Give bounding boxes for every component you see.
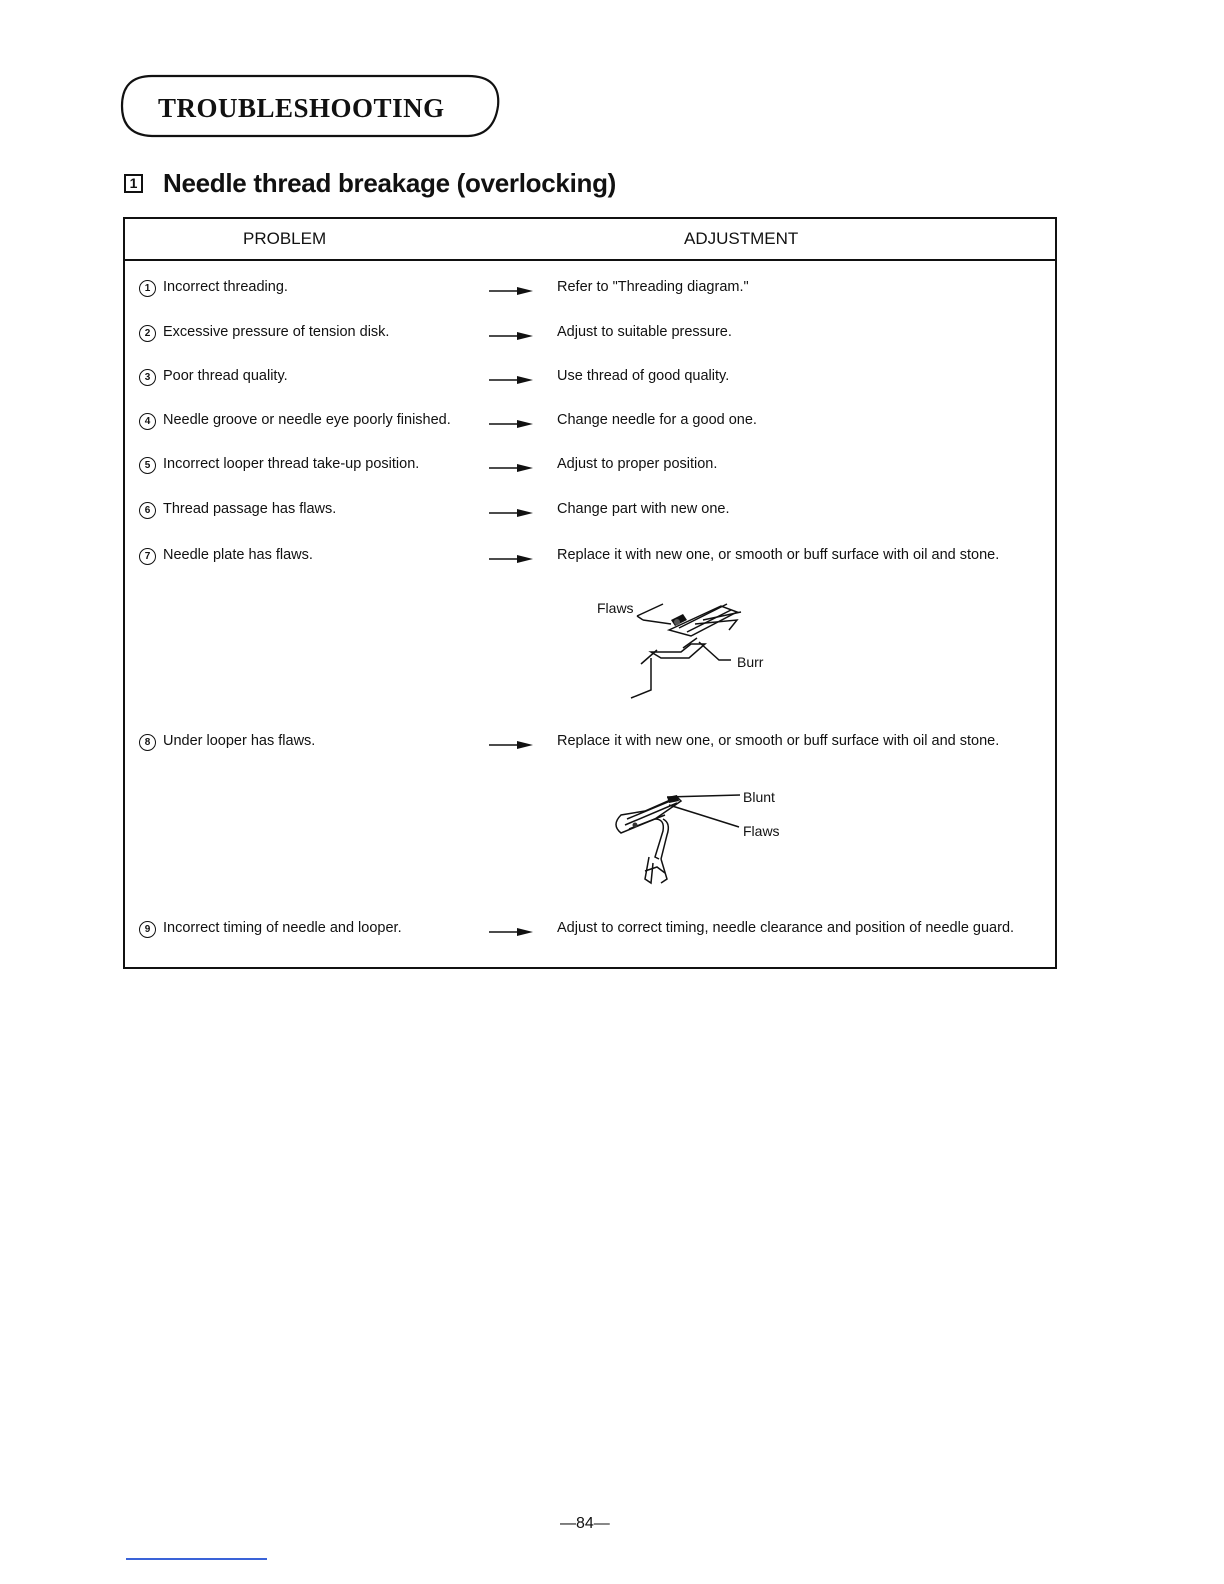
row-number: 1: [139, 280, 156, 297]
label-flaws: Flaws: [743, 823, 780, 839]
banner-title: TROUBLESHOOTING: [158, 93, 445, 123]
table-row: [125, 368, 1055, 392]
problem-text: Incorrect timing of needle and looper.: [163, 920, 402, 936]
adjustment-text: Adjust to proper position.: [557, 456, 718, 472]
troubleshooting-banner: [118, 73, 502, 139]
problem-text: Incorrect threading.: [163, 279, 288, 295]
table-row: [125, 920, 1055, 944]
table-row: [125, 324, 1055, 348]
table-row: [125, 456, 1055, 480]
arrow-right-icon: [489, 927, 533, 937]
row-number: 5: [139, 457, 156, 474]
section-title: Needle thread breakage (overlocking): [163, 167, 617, 198]
adjustment-text: Use thread of good quality.: [557, 368, 730, 384]
row-number: 7: [139, 548, 156, 565]
adjustment-text: Adjust to suitable pressure.: [557, 324, 732, 340]
arrow-right-icon: [489, 463, 533, 473]
footer-rule: [126, 1558, 267, 1560]
row-number: 3: [139, 369, 156, 386]
troubleshooting-table: [123, 217, 1057, 969]
table-row: [125, 412, 1055, 436]
problem-text: Poor thread quality.: [163, 368, 288, 384]
problem-text: Incorrect looper thread take-up position.: [163, 456, 420, 472]
arrow-right-icon: [489, 331, 533, 341]
row-number: 9: [139, 921, 156, 938]
label-burr: Burr: [737, 654, 764, 670]
table-row: [125, 279, 1055, 303]
section-heading: [124, 163, 616, 203]
needle-plate-figure: [591, 594, 791, 704]
arrow-right-icon: [489, 508, 533, 518]
arrow-right-icon: [489, 375, 533, 385]
looper-figure: [605, 779, 805, 891]
label-flaws: Flaws: [597, 600, 634, 616]
page-number: —84—: [560, 1515, 610, 1532]
problem-text: Needle groove or needle eye poorly finished.: [163, 412, 451, 428]
row-number: 8: [139, 734, 156, 751]
adjustment-text: Replace it with new one, or smooth or buff surface with oil and stone.: [557, 547, 1000, 563]
adjustment-text: Adjust to correct timing, needle clearance and position of needle guard.: [557, 920, 1015, 936]
arrow-right-icon: [489, 419, 533, 429]
table-header: [125, 219, 1055, 261]
arrow-right-icon: [489, 286, 533, 296]
problem-text: Under looper has flaws.: [163, 733, 316, 749]
table-row: [125, 733, 1055, 757]
row-number: 4: [139, 413, 156, 430]
label-blunt: Blunt: [743, 789, 775, 805]
arrow-right-icon: [489, 740, 533, 750]
problem-text: Thread passage has flaws.: [163, 501, 337, 517]
table-row: [125, 547, 1055, 571]
row-number: 6: [139, 502, 156, 519]
header-adjustment: ADJUSTMENT: [684, 229, 799, 248]
adjustment-text: Refer to "Threading diagram.": [557, 279, 749, 295]
header-problem: PROBLEM: [243, 229, 327, 248]
section-number: 1: [124, 174, 143, 193]
arrow-right-icon: [489, 554, 533, 564]
adjustment-text: Change needle for a good one.: [557, 412, 757, 428]
problem-text: Excessive pressure of tension disk.: [163, 324, 390, 340]
row-number: 2: [139, 325, 156, 342]
adjustment-text: Change part with new one.: [557, 501, 730, 517]
adjustment-text: Replace it with new one, or smooth or buff surface with oil and stone.: [557, 733, 1000, 749]
problem-text: Needle plate has flaws.: [163, 547, 313, 563]
table-row: [125, 501, 1055, 525]
